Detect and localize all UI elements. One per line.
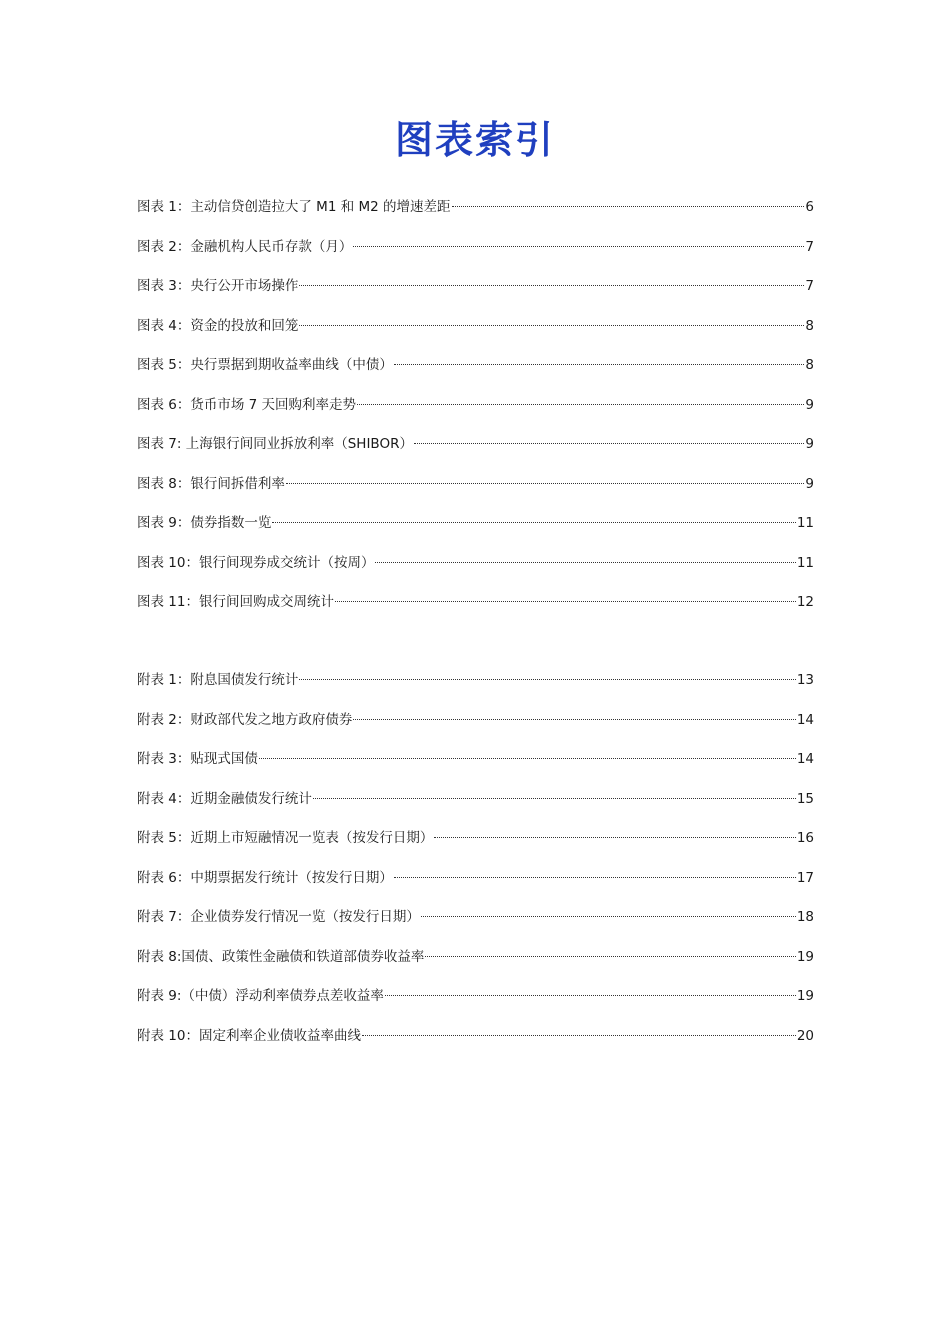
dot-leader xyxy=(335,601,796,602)
toc-entry-page: 14 xyxy=(796,711,814,728)
dot-leader xyxy=(434,837,795,838)
toc-entry-label: 附表 7：企业债券发行情况一览（按发行日期） xyxy=(137,909,420,925)
dot-leader xyxy=(394,877,796,878)
toc-entry-page: 11 xyxy=(796,554,814,571)
toc-entry-page: 9 xyxy=(805,475,814,492)
toc-entry-page: 19 xyxy=(796,988,814,1004)
appendix-index-list xyxy=(137,669,814,1064)
toc-entry-figure-4[interactable] xyxy=(137,315,814,355)
toc-entry-figure-11[interactable] xyxy=(137,591,814,631)
dot-leader xyxy=(286,483,805,484)
toc-entry-page: 13 xyxy=(796,672,814,688)
toc-entry-label: 附表 6：中期票据发行统计（按发行日期） xyxy=(137,869,393,886)
dot-leader xyxy=(394,364,805,365)
toc-entry-figure-3[interactable] xyxy=(137,275,814,315)
dot-leader xyxy=(299,325,804,326)
toc-entry-appendix-8[interactable] xyxy=(137,946,814,986)
toc-entry-page: 18 xyxy=(796,909,814,925)
toc-entry-page: 9 xyxy=(805,436,814,452)
toc-entry-label: 附表 4：近期金融债发行统计 xyxy=(137,790,312,807)
toc-entry-label: 图表 10：银行间现券成交统计（按周） xyxy=(137,554,375,571)
toc-entry-figure-2[interactable] xyxy=(137,236,814,276)
dot-leader xyxy=(313,798,796,799)
toc-entry-label: 附表 9:（中债）浮动利率债券点差收益率 xyxy=(137,988,384,1004)
toc-entry-label: 附表 3：贴现式国债 xyxy=(137,751,258,767)
toc-entry-page: 8 xyxy=(805,357,814,373)
toc-entry-appendix-3[interactable] xyxy=(137,748,814,788)
toc-entry-figure-8[interactable] xyxy=(137,473,814,513)
toc-entry-label: 图表 1：主动信贷创造拉大了 M1 和 M2 的增速差距 xyxy=(137,199,451,215)
dot-leader xyxy=(414,443,804,444)
toc-entry-page: 20 xyxy=(796,1027,814,1044)
page-title: 图表索引 xyxy=(394,118,555,162)
dot-leader xyxy=(425,956,795,957)
toc-entry-page: 9 xyxy=(805,396,814,413)
toc-entry-page: 19 xyxy=(796,948,814,965)
dot-leader xyxy=(259,758,796,759)
dot-leader xyxy=(357,404,804,405)
toc-entry-figure-9[interactable] xyxy=(137,512,814,552)
dot-leader xyxy=(299,679,795,680)
toc-entry-label: 图表 5：央行票据到期收益率曲线（中债） xyxy=(137,357,393,373)
toc-entry-label: 图表 11：银行间回购成交周统计 xyxy=(137,594,334,610)
toc-entry-page: 6 xyxy=(805,199,814,215)
figure-index-list xyxy=(137,196,814,631)
dot-leader xyxy=(272,522,795,523)
toc-entry-label: 附表 8:国债、政策性金融债和铁道部债券收益率 xyxy=(137,948,425,965)
dot-leader xyxy=(299,285,804,286)
toc-entry-appendix-10[interactable] xyxy=(137,1025,814,1065)
dot-leader xyxy=(452,206,805,207)
dot-leader xyxy=(421,916,796,917)
toc-entry-appendix-4[interactable] xyxy=(137,788,814,828)
toc-entry-figure-6[interactable] xyxy=(137,394,814,434)
toc-entry-page: 14 xyxy=(796,751,814,767)
toc-entry-page: 12 xyxy=(796,594,814,610)
toc-entry-page: 17 xyxy=(796,869,814,886)
toc-entry-figure-10[interactable] xyxy=(137,552,814,592)
toc-entry-appendix-6[interactable] xyxy=(137,867,814,907)
dot-leader xyxy=(353,246,804,247)
dot-leader xyxy=(375,562,795,563)
toc-entry-page: 8 xyxy=(805,317,814,334)
toc-entry-appendix-5[interactable] xyxy=(137,827,814,867)
toc-entry-page: 7 xyxy=(805,278,814,294)
toc-entry-appendix-9[interactable] xyxy=(137,985,814,1025)
toc-entry-page: 15 xyxy=(796,790,814,807)
toc-entry-appendix-1[interactable] xyxy=(137,669,814,709)
toc-entry-label: 附表 2：财政部代发之地方政府债券 xyxy=(137,711,353,728)
toc-entry-figure-1[interactable] xyxy=(137,196,814,236)
dot-leader xyxy=(353,719,795,720)
dot-leader xyxy=(385,995,796,996)
toc-entry-label: 附表 1：附息国债发行统计 xyxy=(137,672,299,688)
toc-entry-label: 图表 8：银行间拆借利率 xyxy=(137,475,285,492)
toc-entry-figure-7[interactable] xyxy=(137,433,814,473)
toc-entry-label: 附表 10：固定利率企业债收益率曲线 xyxy=(137,1027,361,1044)
toc-entry-label: 图表 3：央行公开市场操作 xyxy=(137,278,299,294)
toc-entry-page: 16 xyxy=(796,830,814,846)
toc-entry-label: 附表 5：近期上市短融情况一览表（按发行日期） xyxy=(137,830,434,846)
toc-entry-label: 图表 6：货币市场 7 天回购利率走势 xyxy=(137,396,357,413)
dot-leader xyxy=(362,1035,796,1036)
toc-entry-page: 7 xyxy=(805,238,814,255)
toc-entry-figure-5[interactable] xyxy=(137,354,814,394)
toc-entry-label: 图表 2：金融机构人民币存款（月） xyxy=(137,238,353,255)
toc-entry-label: 图表 4：资金的投放和回笼 xyxy=(137,317,299,334)
toc-entry-label: 图表 7: 上海银行间同业拆放利率（SHIBOR） xyxy=(137,436,413,452)
toc-entry-appendix-2[interactable] xyxy=(137,709,814,749)
toc-entry-appendix-7[interactable] xyxy=(137,906,814,946)
toc-entry-label: 图表 9：债券指数一览 xyxy=(137,515,272,531)
toc-entry-page: 11 xyxy=(796,515,814,531)
